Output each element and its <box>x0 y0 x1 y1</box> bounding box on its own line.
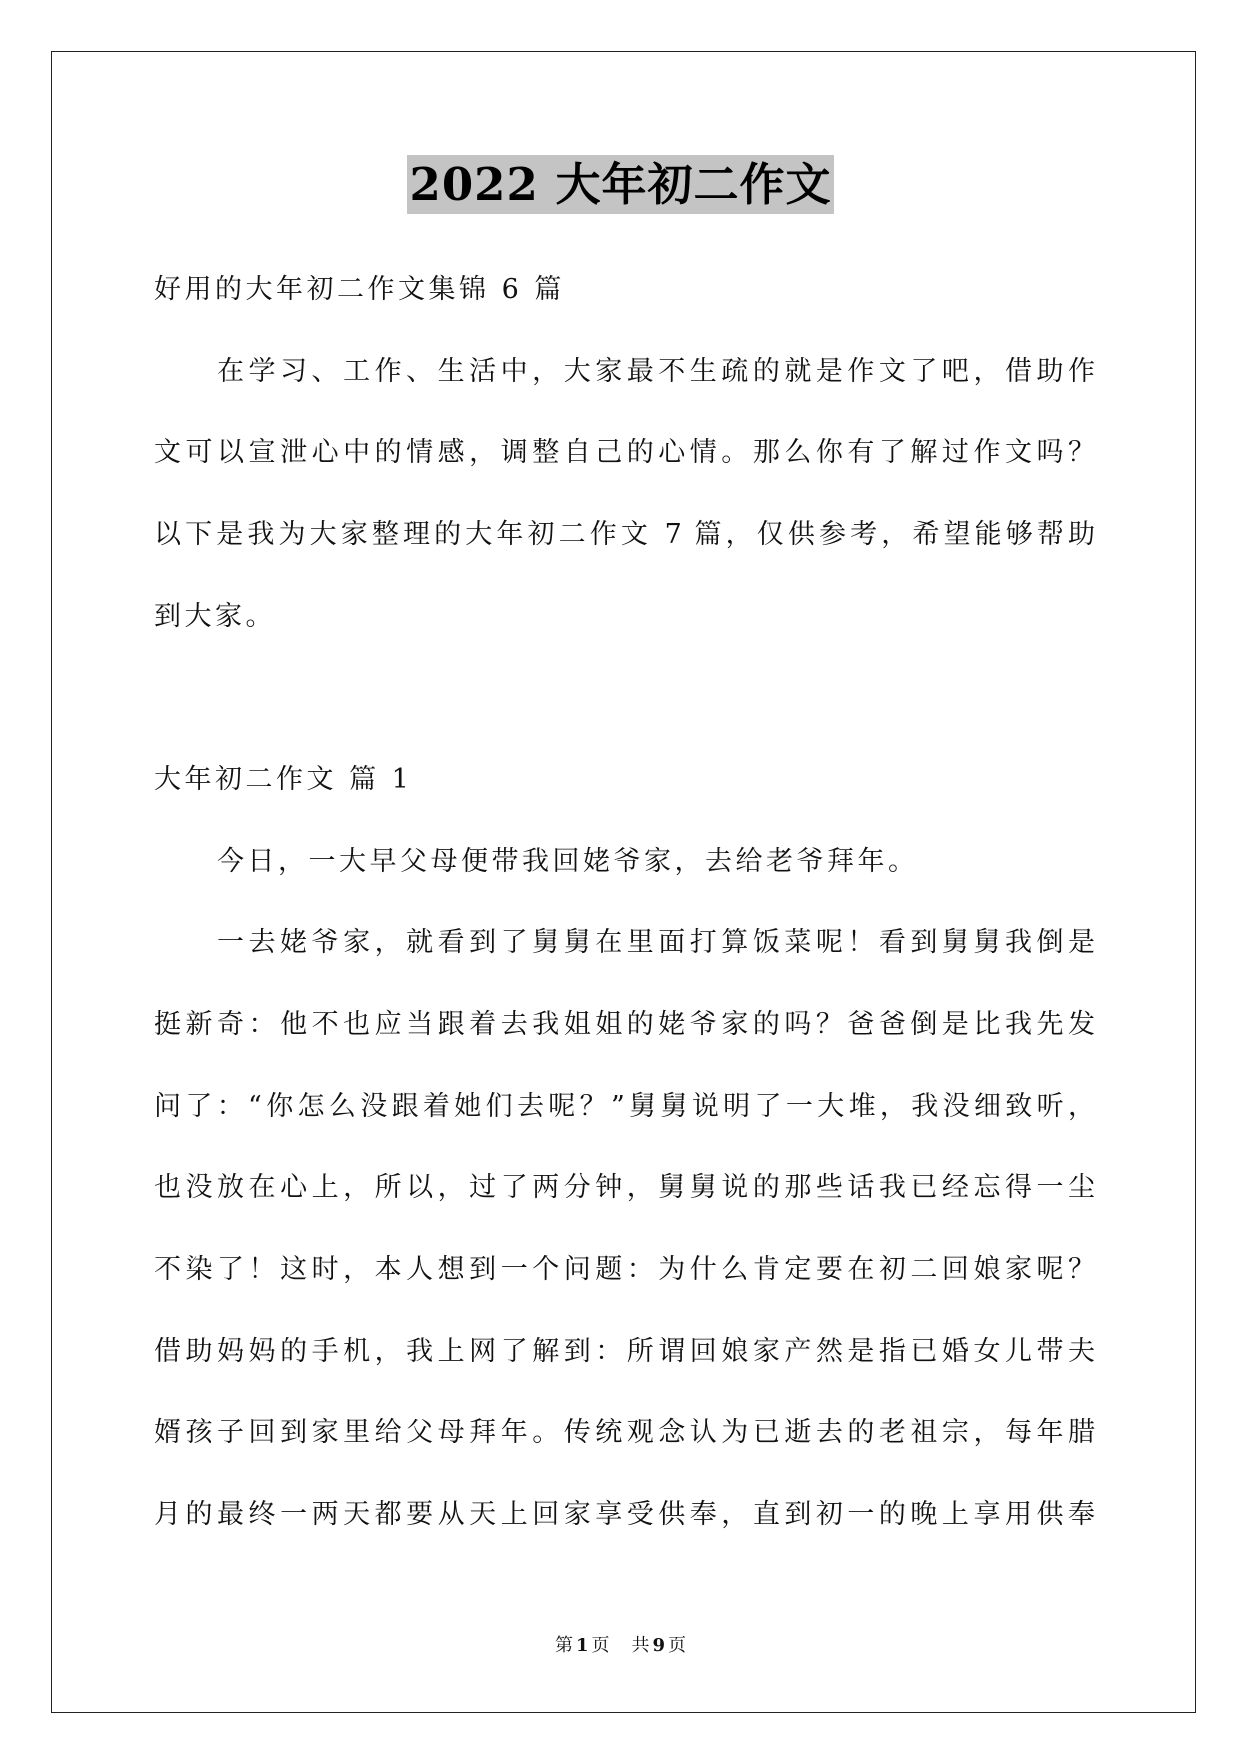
title-container <box>0 155 1241 214</box>
document-subtitle: 好用的大年初二作文集锦 6 篇 <box>154 274 565 305</box>
document-title: 2022 大年初二作文 <box>407 155 835 214</box>
paragraph <box>154 902 1095 1555</box>
page-suffix: 页 <box>591 1635 610 1656</box>
text-line: 借助妈妈的手机，我上网了解到：所谓回娘家产然是指已婚女儿带夫 <box>154 1335 1095 1367</box>
document-body <box>154 249 1095 1556</box>
text-line: 在学习、工作、生活中，大家最不生疏的就是作文了吧，借助作 <box>217 355 1095 387</box>
page-prefix: 第 <box>554 1635 573 1656</box>
paragraph-spacer <box>154 657 1095 739</box>
text-line: 挺新奇：他不也应当跟着去我姐姐的姥爷家的吗？爸爸倒是比我先发 <box>154 1008 1095 1040</box>
total-suffix: 页 <box>668 1635 687 1656</box>
text-line: 今日，一大早父母便带我回姥爷家，去给老爷拜年。 <box>217 845 919 877</box>
text-line: 问了：“你怎么没跟着她们去呢？”舅舅说明了一大堆，我没细致听， <box>154 1090 1095 1122</box>
intro-paragraph <box>154 331 1095 658</box>
text-line: 以下是我为大家整理的大年初二作文 7 篇，仅供参考，希望能够帮助 <box>154 518 1095 550</box>
text-line: 月的最终一两天都要从天上回家享受供奉，直到初一的晚上享用供奉 <box>154 1498 1095 1530</box>
text-line: 不染了！这时，本人想到一个问题：为什么肯定要在初二回娘家呢？ <box>154 1253 1095 1285</box>
text-line: 文可以宣泄心中的情感，调整自己的心情。那么你有了解过作文吗？ <box>154 437 1095 469</box>
section-1 <box>154 739 1095 1556</box>
page-total: 9 <box>652 1635 666 1656</box>
page-footer <box>0 1634 1241 1658</box>
text-line: 婿孩子回到家里给父母拜年。传统观念认为已逝去的老祖宗，每年腊 <box>154 1417 1095 1449</box>
page-current: 1 <box>575 1635 589 1656</box>
paragraph <box>154 821 1095 903</box>
text-line: 也没放在心上，所以，过了两分钟，舅舅说的那些话我已经忘得一尘 <box>154 1172 1095 1204</box>
total-prefix: 共 <box>631 1635 650 1656</box>
text-line: 一去姥爷家，就看到了舅舅在里面打算饭菜呢！看到舅舅我倒是 <box>217 927 1095 959</box>
section-heading: 大年初二作文 篇 1 <box>154 763 413 795</box>
text-line: 到大家。 <box>154 600 276 632</box>
